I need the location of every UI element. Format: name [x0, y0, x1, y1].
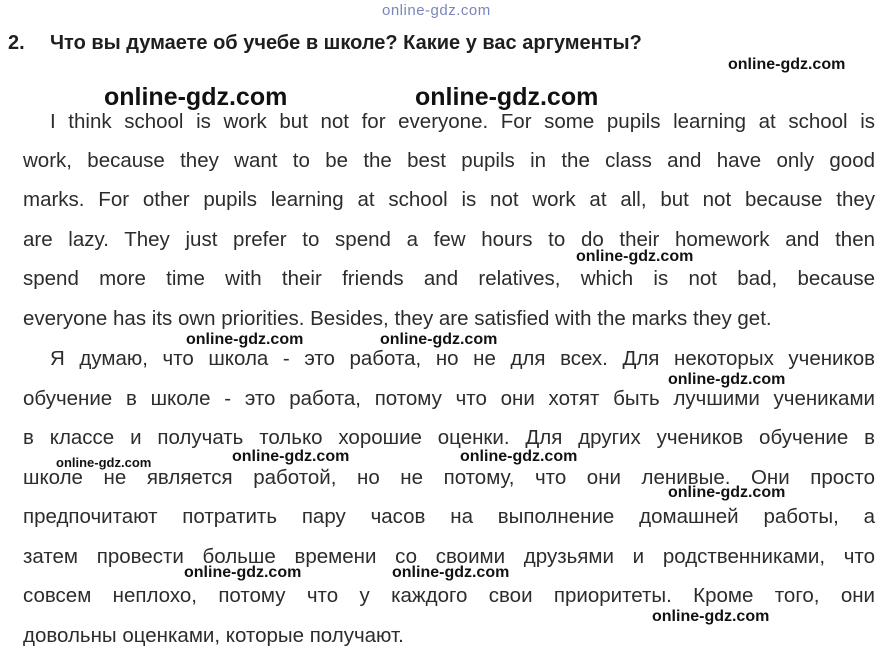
paragraph-line: I think school is work but not for everyone. For some pupils learning at school is — [50, 110, 875, 133]
paragraph-line: Я думаю, что школа - это работа, но не для всех. Для некоторых учеников — [50, 347, 875, 370]
paragraph-line: в классе и получать только хорошие оценки. Для других учеников обучение в — [23, 426, 875, 449]
paragraph-line: work, because they want to be the best pupils in the class and have only good — [23, 149, 875, 172]
paragraph-line: are lazy. They just prefer to spend a few hours to do their homework and then — [23, 228, 875, 251]
paragraph-line: школе не является работой, но не потому, что они ленивые. Они просто — [23, 466, 875, 489]
watermark: online-gdz.com — [380, 331, 498, 348]
watermark: online-gdz.com — [232, 448, 350, 465]
watermark: online-gdz.com — [668, 484, 786, 501]
paragraph-line: everyone has its own priorities. Besides, they are satisfied with the marks they get. — [23, 307, 772, 330]
question-number: 2. — [8, 32, 25, 54]
watermark: online-gdz.com — [576, 248, 694, 265]
watermark: online-gdz.com — [184, 564, 302, 581]
watermark: online-gdz.com — [415, 83, 599, 111]
paragraph-line: довольны оценками, которые получают. — [23, 624, 404, 647]
watermark: online-gdz.com — [668, 371, 786, 388]
paragraph-line: обучение в школе - это работа, потому что они хотят быть лучшими учениками — [23, 387, 875, 410]
paragraph-line: совсем неплохо, потому что у каждого свои приоритеты. Кроме того, они — [23, 584, 875, 607]
watermark: online-gdz.com — [186, 331, 304, 348]
watermark: online-gdz.com — [56, 455, 152, 470]
watermark: online-gdz.com — [652, 608, 770, 625]
watermark: online-gdz.com — [104, 83, 288, 111]
paragraph-line: marks. For other pupils learning at school is not work at all, but not because they — [23, 188, 875, 211]
watermark: online-gdz.com — [728, 56, 846, 73]
question-heading — [8, 32, 642, 55]
paragraph-line: предпочитают потратить пару часов на выполнение домашней работы, а — [23, 505, 875, 528]
watermark: online-gdz.com — [460, 448, 578, 465]
question-text: Что вы думаете об учебе в школе? Какие у вас аргументы? — [50, 32, 642, 54]
paragraph-line: spend more time with their friends and relatives, which is not bad, because — [23, 267, 875, 290]
paragraph-line: затем провести больше времени со своими друзьями и родственниками, что — [23, 545, 875, 568]
watermark: online-gdz.com — [392, 564, 510, 581]
watermark-top: online-gdz.com — [382, 2, 491, 19]
